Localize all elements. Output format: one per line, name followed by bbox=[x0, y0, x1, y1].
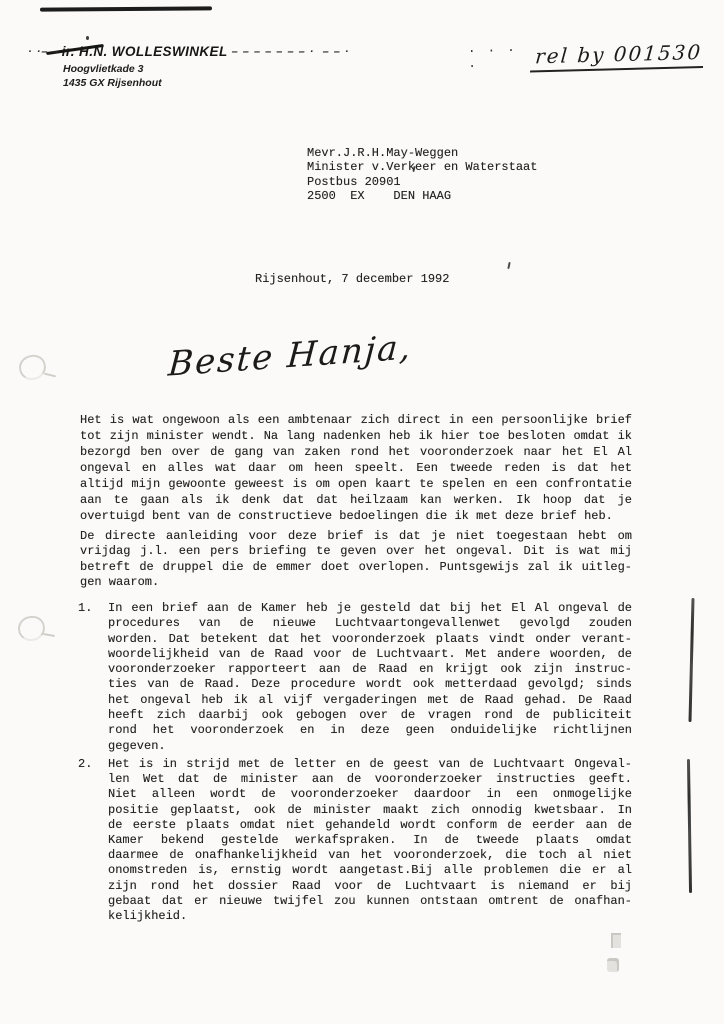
text-line: In een brief aan de Kamer heb je gesteld dat bij het El Al ongeval de bbox=[108, 601, 632, 615]
handwritten-reference bbox=[468, 35, 705, 74]
handwritten-margin-line bbox=[687, 759, 692, 893]
text-line: ongeval en alles wat daar om heen speelt. Een tweede reden is dat het bbox=[80, 461, 632, 475]
text-line: 2500 EX DEN HAAG bbox=[307, 188, 452, 203]
punch-hole-tail bbox=[43, 633, 55, 637]
item-text bbox=[108, 601, 632, 754]
text-line: positie geplaatst, ook de minister maakt zich onnodig kwetsbaar. In bbox=[108, 802, 632, 817]
text-line: Postbus 20901 bbox=[307, 174, 401, 189]
text-line: De directe aanleiding voor deze brief is dat je niet toegestaan hebt om bbox=[80, 529, 632, 543]
text-line: bezorgd ben over de gang van zaken rond het vooronderzoek naar het El Al bbox=[80, 445, 632, 459]
text-line: rond het vooronderzoek en in deze geen onduidelijke richtlijnen bbox=[108, 723, 632, 738]
text-line: procedures van de nieuwe Luchtvaartongevallenwet gevolgd zouden bbox=[108, 616, 632, 631]
text-line: Het is in strijd met de letter en de geest van de Luchtvaart Ongeval- bbox=[108, 757, 632, 771]
letterhead bbox=[28, 44, 350, 90]
punch-hole-mark bbox=[17, 352, 49, 382]
text-line: heeft zich daarbij ook gebogen over de vragen rond de publiciteit bbox=[108, 708, 632, 723]
text-line: len Wet dat de minister aan de vooronderzoeker instructies geeft. bbox=[108, 772, 632, 787]
scan-artifact-tick bbox=[507, 262, 510, 269]
sender-street: Hoogvlietkade 3 bbox=[63, 63, 144, 75]
text-line: altijd mijn gewoonte geweest is om open kaart te spelen en een confrontatie bbox=[80, 477, 632, 491]
scan-artifact-smudge bbox=[611, 933, 621, 948]
item-number: 1. bbox=[78, 601, 93, 615]
recipient-address bbox=[307, 146, 537, 203]
punch-hole-mark bbox=[16, 614, 46, 643]
scan-artifact-top-line bbox=[40, 6, 212, 11]
item-text bbox=[108, 757, 632, 924]
text-line: vooronderzoeker rapporteert aan de Raad en krijgt ook zijn instruc- bbox=[108, 662, 632, 677]
scan-artifact-smudge bbox=[607, 958, 619, 972]
paragraph-1 bbox=[80, 412, 632, 524]
text-line: zijn rond het dossier Raad voor de Luchtvaart is niemand er bij bbox=[108, 878, 632, 893]
handwritten-margin-line bbox=[688, 598, 694, 722]
item-number: 2. bbox=[78, 757, 93, 771]
text-line: overtuigd bent van de constructieve bedoelingen die ik met deze brief heb. bbox=[80, 509, 613, 523]
sender-name: ir. H.N. WOLLESWINKEL bbox=[61, 44, 228, 59]
text-line: aan te gaan als ik denk dat dat heilzaam kan werken. Ik hoop dat je bbox=[80, 493, 632, 507]
text-line: Niet alleen wordt de vooronderzoeker daardoor in een onmogelijke bbox=[108, 787, 632, 802]
text-line: Het is wat ongewoon als een ambtenaar zich direct in een persoonlijke brief bbox=[80, 413, 632, 427]
paragraph-2 bbox=[80, 529, 632, 591]
dateline: Rijsenhout, 7 december 1992 bbox=[255, 272, 450, 286]
text-line: gebaat dat er nieuwe twijfel zou kunnen ontstaan omtrent de onafhan- bbox=[108, 893, 632, 908]
letterhead-dashes-left: · ·– – bbox=[28, 45, 60, 58]
sender-city: 1435 GX Rijsenhout bbox=[63, 76, 162, 89]
text-line: worden. Dat betekent dat het vooronderzoek plaats vindt onder verant- bbox=[108, 631, 632, 646]
reference-number: rel by 001530 bbox=[530, 40, 705, 73]
text-line: de eerste plaats omdat niet gehandeld wordt conform de eerder aan de bbox=[108, 817, 632, 832]
text-line: Minister v.Verkeer en Waterstaat bbox=[307, 160, 538, 175]
text-line: tot zijn minister wendt. Na lang nadenken heb ik hier toe besloten omdat ik bbox=[80, 429, 632, 443]
handwritten-salutation: Beste Hanja, bbox=[166, 327, 414, 385]
reference-leader-dots: . . . . bbox=[467, 39, 517, 72]
text-line: gen waarom. bbox=[80, 575, 160, 590]
text-line: betreft de druppel die de emmer doet overlopen. Puntsgewijs zal ik uitleg- bbox=[80, 559, 632, 574]
text-line: het ongeval heb ik al vijf vergaderingen met de Raad gehad. De Raad bbox=[108, 692, 632, 707]
punch-hole-tail bbox=[44, 373, 56, 378]
text-line: Kamer bekend gestelde werkafspraken. In de tweede plaats omdat bbox=[108, 833, 632, 848]
text-line: woordelijkheid van de Raad voor de Luchtvaart. Met andere woorden, de bbox=[108, 646, 632, 661]
letterhead-dashes-right: – – – – – – – · – – · bbox=[231, 45, 350, 58]
text-line: daarmee de onafhankelijkheid van het vooronderzoek, die toch al niet bbox=[108, 848, 632, 863]
text-line: kelijkheid. bbox=[108, 909, 188, 924]
text-line: onomstreden is, ernstig wordt aangetast.Bij alle problemen die er al bbox=[108, 863, 632, 878]
scan-artifact-dot bbox=[86, 36, 89, 40]
text-line: Mevr.J.R.H.May-Weggen bbox=[307, 146, 459, 160]
text-line: ties van de Raad. Deze procedure wordt ook metterdaad gevolgd; sinds bbox=[108, 677, 632, 692]
text-line: vrijdag j.l. een pers briefing te geven over het ongeval. Dit is wat mij bbox=[80, 544, 632, 559]
text-line: gegeven. bbox=[108, 738, 166, 753]
